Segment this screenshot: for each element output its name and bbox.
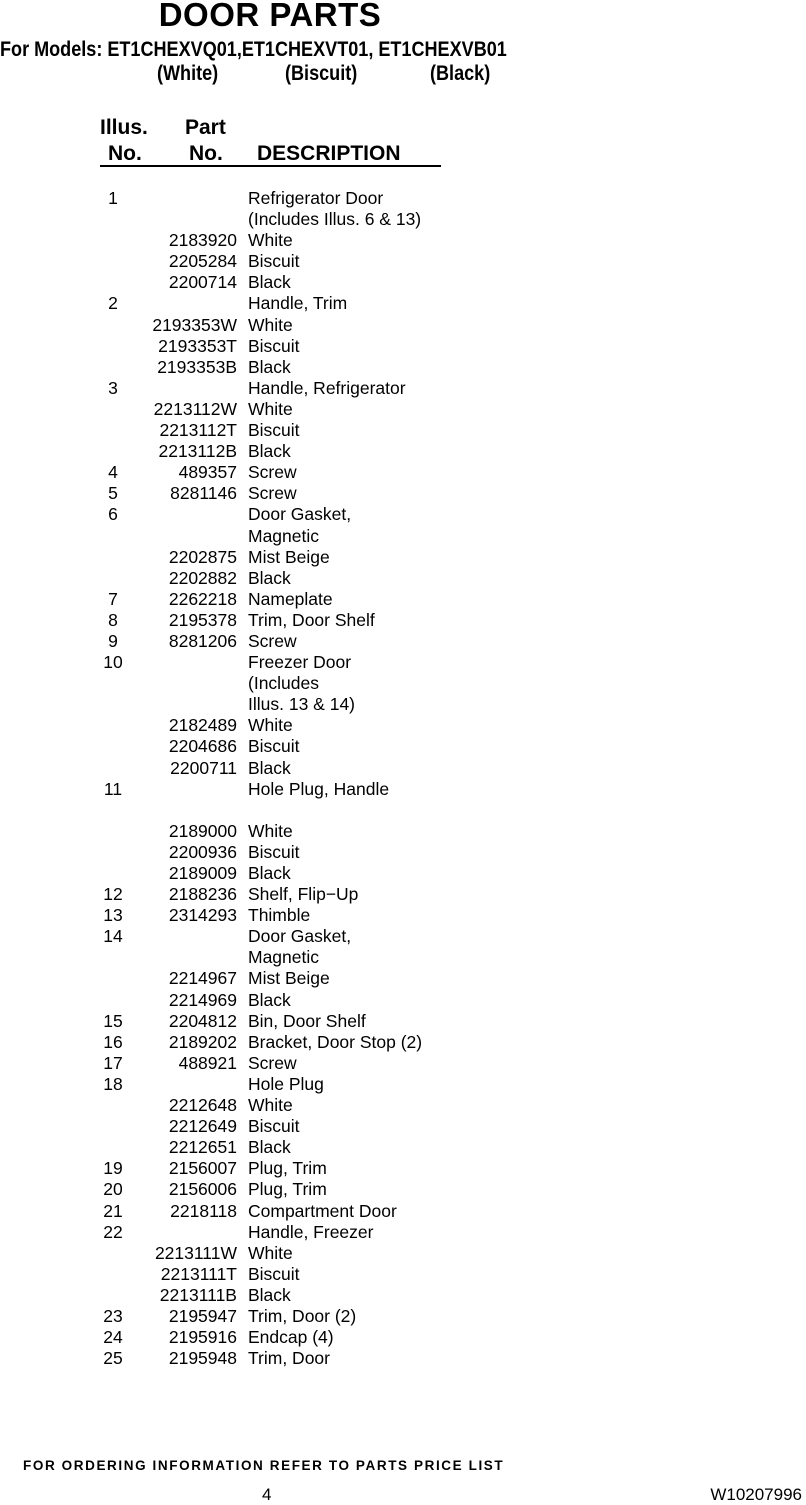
part-row xyxy=(0,1327,806,1348)
part-description: Handle, Refrigerator xyxy=(248,377,406,398)
part-description: Trim, Door (2) xyxy=(248,1305,357,1326)
part-row xyxy=(0,1116,806,1137)
part-description: Trim, Door Shelf xyxy=(248,609,375,630)
part-number: 2189202 xyxy=(168,1031,237,1052)
page-title: DOOR PARTS xyxy=(158,0,382,33)
part-row xyxy=(0,652,806,673)
part-description: Bin, Door Shelf xyxy=(248,1010,366,1031)
part-row xyxy=(0,504,806,525)
part-number: 2200936 xyxy=(168,841,237,862)
part-description: Door Gasket, xyxy=(248,504,352,525)
part-number: 2156006 xyxy=(168,1179,237,1200)
part-number: 2193353W xyxy=(152,314,237,335)
part-row xyxy=(0,230,806,251)
part-row xyxy=(0,188,806,209)
part-number: 2195948 xyxy=(168,1348,237,1369)
part-description: Biscuit xyxy=(248,1263,300,1284)
illus-number: 1 xyxy=(108,188,118,208)
part-description: Trim, Door xyxy=(248,1348,330,1369)
part-description: Black xyxy=(248,757,291,778)
part-row xyxy=(0,758,806,779)
part-row xyxy=(0,1053,806,1074)
part-description: Nameplate xyxy=(248,588,333,609)
part-number: 2195378 xyxy=(168,609,237,630)
part-row xyxy=(0,694,806,715)
part-number: 2156007 xyxy=(168,1158,237,1179)
part-description: Handle, Trim xyxy=(248,293,348,314)
part-number: 2213112B xyxy=(158,441,237,462)
part-description: Black xyxy=(248,356,291,377)
illus-header-line2: No. xyxy=(108,142,142,165)
part-description: Screw xyxy=(248,462,297,483)
part-description: Mist Beige xyxy=(248,968,330,989)
illus-number: 17 xyxy=(103,1052,123,1073)
part-row xyxy=(0,1158,806,1179)
part-number: 2193353B xyxy=(157,356,237,377)
part-number: 2202875 xyxy=(168,546,237,567)
part-description: Refrigerator Door xyxy=(248,188,384,208)
part-description: Biscuit xyxy=(248,251,300,272)
part-row xyxy=(0,673,806,694)
part-number: 8281146 xyxy=(170,483,237,504)
part-header-line1: Part xyxy=(185,116,226,139)
part-description: White xyxy=(248,1095,293,1116)
part-number: 2182489 xyxy=(168,715,237,736)
part-row xyxy=(0,293,806,314)
part-number: 2218118 xyxy=(170,1200,237,1221)
part-number: 2204812 xyxy=(168,1010,237,1031)
part-row xyxy=(0,990,806,1011)
part-row xyxy=(0,821,806,842)
illus-number: 7 xyxy=(108,588,118,609)
part-row xyxy=(0,399,806,420)
part-row xyxy=(0,779,806,800)
part-description: Biscuit xyxy=(248,420,300,441)
part-description: Illus. 13 & 14) xyxy=(248,694,355,715)
part-description: Screw xyxy=(248,1052,297,1073)
part-row xyxy=(0,547,806,568)
part-row xyxy=(0,1032,806,1053)
part-description: White xyxy=(248,715,293,736)
part-row xyxy=(0,378,806,399)
part-number: 2195947 xyxy=(168,1305,237,1326)
part-number: 2214967 xyxy=(168,968,237,989)
part-description: Black xyxy=(248,989,291,1010)
part-row xyxy=(0,357,806,378)
document-number: W10207996 xyxy=(710,1485,802,1504)
illus-number: 10 xyxy=(103,652,123,673)
part-description: Black xyxy=(248,272,291,293)
part-description: Thimble xyxy=(248,905,311,926)
ordering-note: FOR ORDERING INFORMATION REFER TO PARTS PRICE LIST xyxy=(23,1458,505,1473)
illus-number: 6 xyxy=(108,504,118,525)
part-number: 488921 xyxy=(178,1052,237,1073)
part-row xyxy=(0,1201,806,1222)
part-row xyxy=(0,1243,806,1264)
part-row xyxy=(0,884,806,905)
illus-number: 5 xyxy=(108,483,118,504)
part-description: Black xyxy=(248,1137,291,1158)
illus-number: 12 xyxy=(103,884,123,905)
part-number: 489357 xyxy=(178,462,237,483)
part-description: Black xyxy=(248,863,291,883)
part-row xyxy=(0,1348,806,1369)
illus-number: 23 xyxy=(103,1305,123,1326)
part-description: Mist Beige xyxy=(248,546,330,567)
part-description: Plug, Trim xyxy=(248,1179,327,1200)
part-number: 2202882 xyxy=(168,567,237,588)
part-description: Biscuit xyxy=(248,335,300,356)
part-row xyxy=(0,315,806,336)
part-number: 2200714 xyxy=(168,272,237,293)
part-row xyxy=(0,1074,806,1095)
illus-number: 14 xyxy=(103,926,123,947)
part-description: Bracket, Door Stop (2) xyxy=(248,1031,423,1052)
part-description: Magnetic xyxy=(248,525,320,546)
color-black-label: (Black) xyxy=(430,62,491,85)
part-number: 2212651 xyxy=(168,1137,237,1158)
part-number: 2189009 xyxy=(168,863,237,883)
part-row xyxy=(0,947,806,968)
part-row xyxy=(0,589,806,610)
part-row xyxy=(0,1222,806,1243)
parts-list xyxy=(0,188,806,1369)
part-row xyxy=(0,1011,806,1032)
part-number: 2188236 xyxy=(168,884,237,905)
part-description: Hole Plug, Handle xyxy=(248,778,390,799)
part-number: 2204686 xyxy=(168,736,237,757)
illus-number: 15 xyxy=(103,1010,123,1031)
part-row xyxy=(0,631,806,652)
part-number: 2213112W xyxy=(153,398,237,419)
part-number: 2314293 xyxy=(168,905,237,926)
part-description: (Includes xyxy=(248,673,320,694)
part-row xyxy=(0,526,806,547)
part-row xyxy=(0,1285,806,1306)
description-header: DESCRIPTION xyxy=(257,142,401,165)
part-description: Black xyxy=(248,567,291,588)
illus-number: 11 xyxy=(103,778,123,799)
illus-number: 4 xyxy=(108,462,118,483)
part-number: 2213111W xyxy=(154,1242,237,1263)
part-row xyxy=(0,568,806,589)
part-row xyxy=(0,209,806,230)
illus-header-line1: Illus. xyxy=(100,116,148,139)
part-number: 8281206 xyxy=(168,630,237,651)
part-row xyxy=(0,926,806,947)
part-description: Magnetic xyxy=(248,947,320,968)
part-row xyxy=(0,272,806,293)
part-number: 2214969 xyxy=(168,989,237,1010)
part-number: 2189000 xyxy=(168,820,237,841)
part-description: Hole Plug xyxy=(248,1073,324,1094)
illus-number: 3 xyxy=(108,377,118,398)
part-number: 2195916 xyxy=(168,1327,237,1348)
illus-number: 16 xyxy=(103,1031,123,1052)
part-description: Screw xyxy=(248,630,297,651)
part-number: 2213111B xyxy=(159,1284,237,1305)
part-description: White xyxy=(248,230,293,251)
part-description: Endcap (4) xyxy=(248,1327,334,1348)
part-row xyxy=(0,420,806,441)
part-number: 2205284 xyxy=(168,251,237,272)
part-number: 2200711 xyxy=(170,757,237,778)
part-description: Biscuit xyxy=(248,736,300,757)
part-row xyxy=(0,863,806,884)
part-row xyxy=(0,842,806,863)
part-description: Compartment Door xyxy=(248,1200,397,1221)
part-number: 2212648 xyxy=(168,1095,237,1116)
part-description: Plug, Trim xyxy=(248,1158,327,1179)
part-row xyxy=(0,968,806,989)
part-row xyxy=(0,1179,806,1200)
part-row xyxy=(0,905,806,926)
part-row xyxy=(0,715,806,736)
part-description: White xyxy=(248,1242,293,1263)
part-description: Door Gasket, xyxy=(248,926,352,947)
part-row xyxy=(0,1095,806,1116)
page-number: 4 xyxy=(262,1485,272,1504)
illus-number: 20 xyxy=(103,1179,123,1200)
color-biscuit-label: (Biscuit) xyxy=(285,62,358,85)
header-divider xyxy=(100,165,441,167)
part-description: Black xyxy=(248,441,291,462)
illus-number: 25 xyxy=(103,1348,123,1369)
part-row xyxy=(0,1264,806,1285)
model-list: For Models: ET1CHEXVQ01,ET1CHEXVT01, ET1CHEXVB01 xyxy=(0,38,507,61)
part-number: 2213112T xyxy=(159,420,237,441)
part-number: 2262218 xyxy=(168,588,237,609)
part-row xyxy=(0,336,806,357)
part-row xyxy=(0,736,806,757)
part-number: 2183920 xyxy=(168,230,237,251)
illus-number: 2 xyxy=(108,293,118,314)
part-header-line2: No. xyxy=(189,142,223,165)
part-description: Screw xyxy=(248,483,297,504)
illus-number: 19 xyxy=(103,1158,123,1179)
part-row xyxy=(0,483,806,504)
part-row xyxy=(0,1306,806,1327)
part-row xyxy=(0,800,806,821)
illus-number: 22 xyxy=(103,1221,123,1242)
part-description: Black xyxy=(248,1284,291,1305)
illus-number: 24 xyxy=(103,1327,123,1348)
part-number: 2193353T xyxy=(158,335,237,356)
illus-number: 21 xyxy=(103,1200,123,1221)
part-number: 2213111T xyxy=(160,1263,237,1284)
part-description: Handle, Freezer xyxy=(248,1221,374,1242)
part-description: (Includes Illus. 6 & 13) xyxy=(248,209,422,230)
color-white-label: (White) xyxy=(157,62,219,85)
part-row xyxy=(0,1137,806,1158)
part-description: White xyxy=(248,820,293,841)
part-row xyxy=(0,251,806,272)
part-description: Biscuit xyxy=(248,1116,300,1137)
part-row xyxy=(0,441,806,462)
illus-number: 13 xyxy=(103,905,123,926)
part-row xyxy=(0,462,806,483)
part-description: Shelf, Flip−Up xyxy=(248,884,359,905)
illus-number: 8 xyxy=(108,609,118,630)
part-description: Biscuit xyxy=(248,841,300,862)
illus-number: 9 xyxy=(108,630,118,651)
part-description: White xyxy=(248,314,293,335)
part-number: 2212649 xyxy=(168,1116,237,1137)
part-description: Freezer Door xyxy=(248,652,352,673)
illus-number: 18 xyxy=(103,1073,123,1094)
part-row xyxy=(0,610,806,631)
part-description: White xyxy=(248,398,293,419)
